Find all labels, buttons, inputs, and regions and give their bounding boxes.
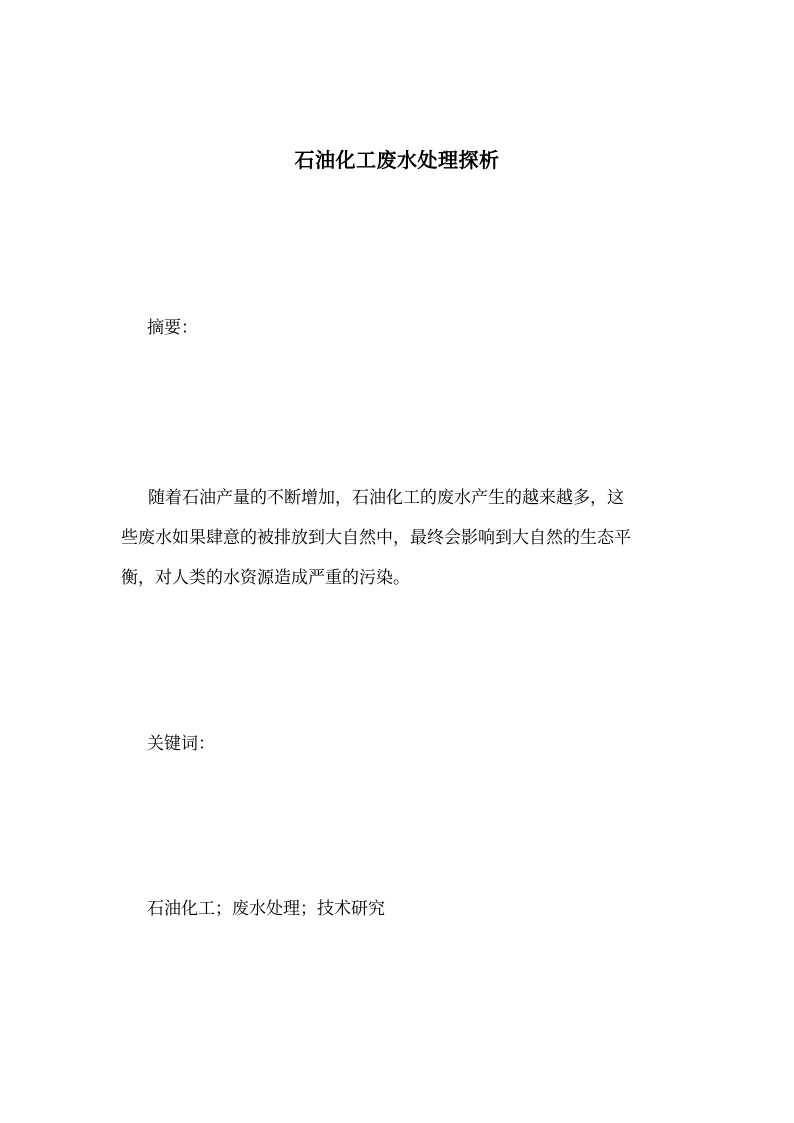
abstract-line: 衡，对人类的水资源造成严重的污染。	[121, 568, 410, 588]
page-title: 石油化工废水处理探析	[294, 148, 500, 172]
abstract-heading: 摘要：	[147, 318, 198, 338]
abstract-line: 随着石油产量的不断增加，石油化工的废水产生的越来越多，这	[148, 488, 624, 508]
keywords-heading: 关键词：	[147, 734, 215, 754]
keywords-list: 石油化工；废水处理；技术研究	[147, 899, 385, 919]
abstract-line: 些废水如果肆意的被排放到大自然中，最终会影响到大自然的生态平	[121, 528, 631, 548]
abstract-paragraph	[121, 478, 677, 598]
